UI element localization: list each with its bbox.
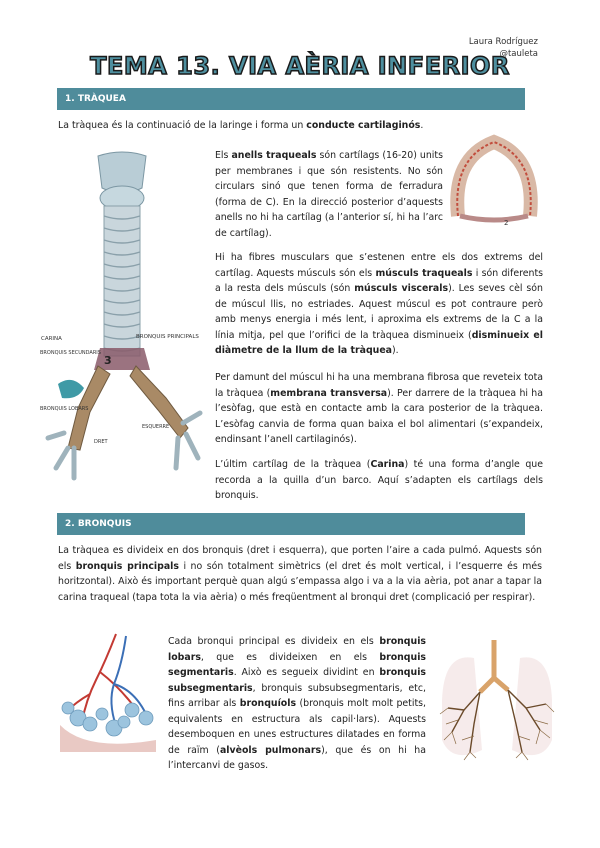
- page-title: TEMA 13. VIA AÈRIA INFERIOR: [90, 52, 510, 80]
- alveoli-illustration: [56, 630, 160, 752]
- label-bronquis-lobars: BRONQUIS LOBARS: [40, 406, 89, 412]
- traquea-paragraph-membrana: Per damunt del múscul hi ha una membrana fibrosa que reveteix tota la tràquea (membrana transversa). Per darrere de la tràquea hi ha l’esòfag, que està en contacte amb la cara posterior de la tràquea. L’esòfag canvia de forma quan baixa el bol alimentari (s’expandeix, endinsant l’anell cartilaginós).: [215, 372, 543, 445]
- bronchial-tree-illustration: [434, 640, 560, 768]
- ring-label-number: 2: [504, 219, 509, 227]
- bronquis-paragraph-principals: La tràquea es divideix en dos bronquis (dret i esquerra), que porten l’aire a cada pulmó. Aquests són els bronquis principals i no són totalment simètrics (el dret és molt vertical, i l’esquerre és més horitzontal). Això és important perquè quan algú s’empassa algo i va a la via aèria, pot anar a tapar la carina traqueal (tapa tota la via aèria) o més freqüentment al bronqui dret (complicació per respirar).: [58, 545, 543, 603]
- bronquis-paragraph-divisions: Cada bronqui principal es divideix en els bronquis lobars, que es divideixen en els bronquis segmentaris. Això es segueix dividint en bronquis subsegmentaris, bronquis subsubsegmentaris, etc, fins arribar als bronquíols (bronquis molt molt petits, equivalents en estructura als capil·lars). Aquests desemboquen en unes estructures dilatades en forma de raïm (alvèols pulmonars), que és on hi ha l’intercanvi de gasos.: [168, 636, 426, 771]
- section-heading-traquea: 1. TRÀQUEA: [57, 88, 525, 110]
- trachea-illustration: [38, 148, 206, 493]
- label-dret: DRET: [94, 439, 108, 445]
- tracheal-ring-illustration: [448, 128, 540, 228]
- label-bronquis-secundaris: BRONQUIS SECUNDARIS: [40, 350, 101, 356]
- label-bronquis-principals: BRONQUIS PRINCIPALS: [136, 334, 199, 340]
- label-carina: CARINA: [41, 336, 62, 342]
- author-handle: @tauleta: [499, 49, 538, 59]
- section-heading-bronquis: 2. BRONQUIS: [57, 513, 525, 535]
- traquea-intro: La tràquea és la continuació de la laringe i forma un conducte cartilaginós.: [58, 120, 424, 131]
- label-esquerre: ESQUERRE: [142, 424, 170, 430]
- label-number: 3: [104, 354, 112, 367]
- author-name: Laura Rodríguez: [468, 37, 538, 47]
- traquea-paragraph-musculs: Hi ha fibres musculars que s’estenen entre els dos extrems del cartílag. Aquests músculs són els músculs traqueals i són diferents a la resta dels músculs (són músculs viscerals). Les seves cèl són de múscul llis, no estriades. Aquest múscul es pot contraure però amb menys energia i més lent, i aproxima els extrems de la C a la línia mitja, pel que l’orifici de la tràquea disminueix (disminueix el diàmetre de la llum de la tràquea).: [215, 252, 544, 356]
- traquea-paragraph-anells: Els anells traqueals són cartílags (16-20) units per membranes i que són resistents. No són circulars sinó que tenen forma de ferradura (forma de C). En la direcció posterior d’aquests anells no hi ha cartílag (a l’anterior sí, hi ha l’arc de cartílag).: [215, 150, 443, 239]
- traquea-paragraph-carina: L’últim cartílag de la tràquea (Carina) té una forma d’angle que recorda a la quilla d’un barco. Aquí s’adapten els cartílags dels bronquis.: [215, 459, 543, 501]
